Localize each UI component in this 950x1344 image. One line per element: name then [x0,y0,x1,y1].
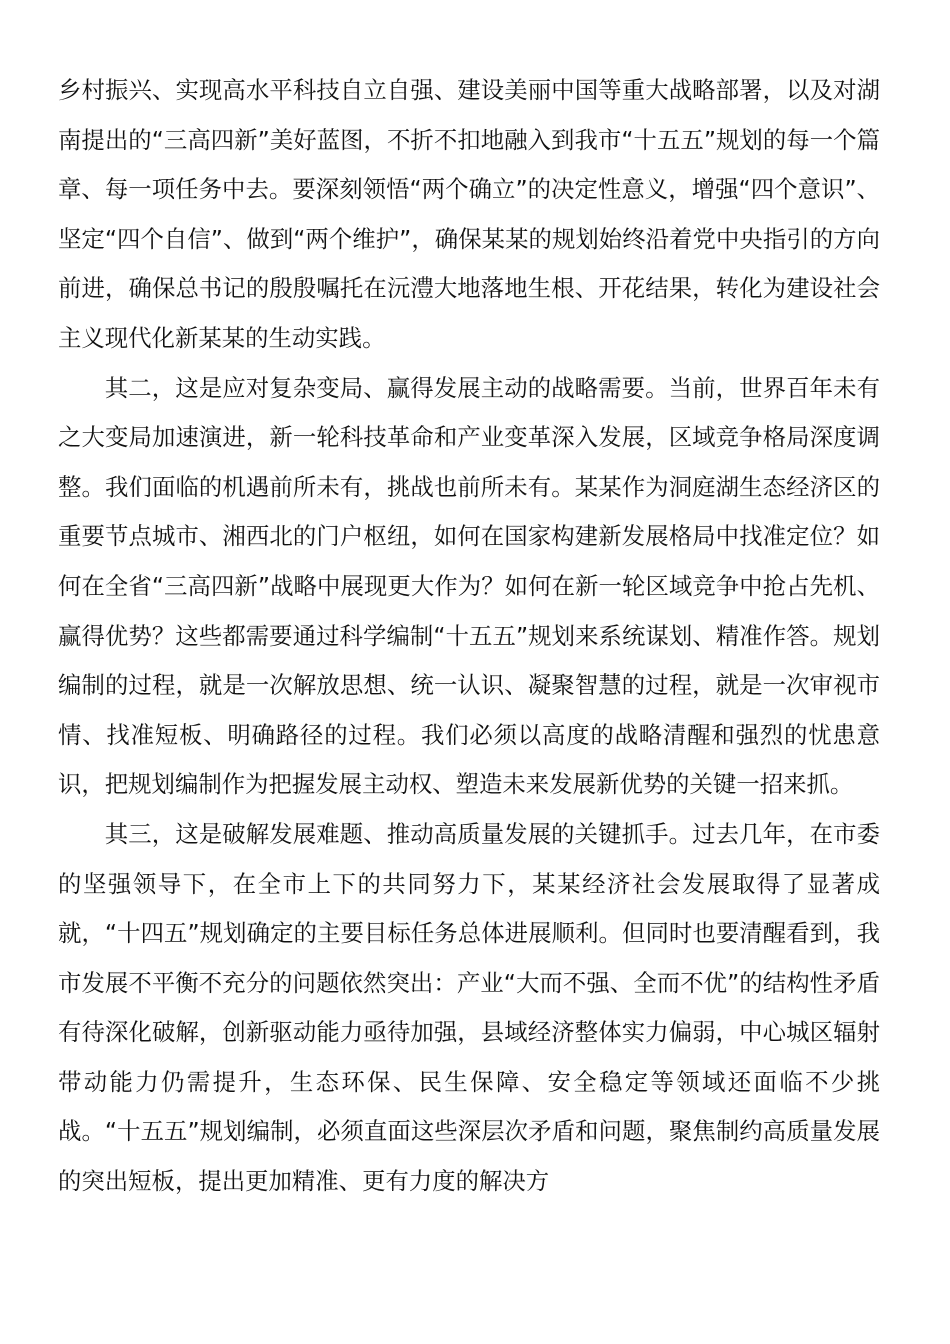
document-body [58,66,880,1207]
paragraph-second: 其二，这是应对复杂变局、赢得发展主动的战略需要。当前，世界百年未有之大变局加速演进，新一轮科技革命和产业变革深入发展，区域竞争格局深度调整。我们面临的机遇前所未有，挑战也前所未有。某某作为洞庭湖生态经济区的重要节点城市、湘西北的门户枢纽，如何在国家构建新发展格局中找准定位？如何在全省“三高四新”战略中展现更大作为？如何在新一轮区域竞争中抢占先机、赢得优势？这些都需要通过科学编制“十五五”规划来系统谋划、精准作答。规划编制的过程，就是一次解放思想、统一认识、凝聚智慧的过程，就是一次审视市情、找准短板、明确路径的过程。我们必须以高度的战略清醒和强烈的忧患意识，把规划编制作为把握发展主动权、塑造未来发展新优势的关键一招来抓。 [58,373,880,799]
paragraph-third: 其三，这是破解发展难题、推动高质量发展的关键抓手。过去几年，在市委的坚强领导下，在全市上下的共同努力下，某某经济社会发展取得了显著成就，“十四五”规划确定的主要目标任务总体进展顺利。但同时也要清醒看到，我市发展不平衡不充分的问题依然突出：产业“大而不强、全而不优”的结构性矛盾有待深化破解，创新驱动能力亟待加强，县域经济整体实力偏弱，中心城区辐射带动能力仍需提升，生态环保、民生保障、安全稳定等领域还面临不少挑战。“十五五”规划编制，必须直面这些深层次矛盾和问题，聚焦制约高质量发展的突出短板，提出更加精准、更有力度的解决方 [58,819,880,1196]
paragraph-continued: 乡村振兴、实现高水平科技自立自强、建设美丽中国等重大战略部署，以及对湖南提出的“三高四新”美好蓝图，不折不扣地融入到我市“十五五”规划的每一个篇章、每一项任务中去。要深刻领悟“两个确立”的决定性意义，增强“四个意识”、坚定“四个自信”、做到“两个维护”，确保某某的规划始终沿着党中央指引的方向前进，确保总书记的殷殷嘱托在沅澧大地落地生根、开花结果，转化为建设社会主义现代化新某某的生动实践。 [58,76,880,352]
